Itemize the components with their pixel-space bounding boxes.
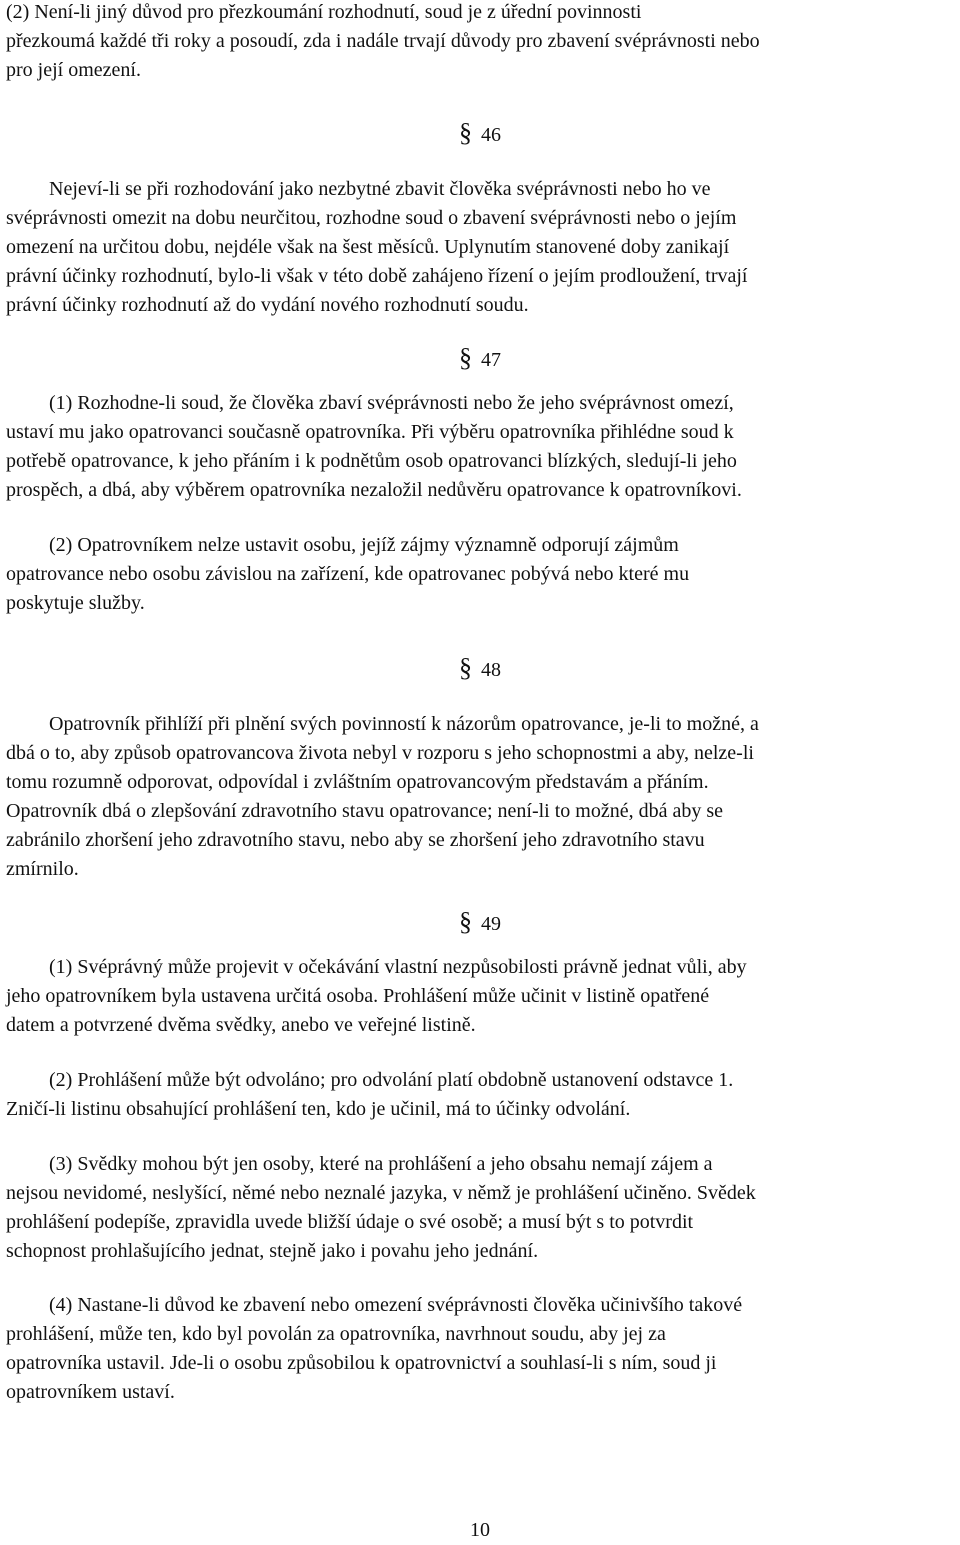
section-number: 47 <box>481 349 501 371</box>
text-line: tomu rozumně odporovat, odpovídal i zvláštním opatrovancovým představám a přáním. <box>6 771 709 793</box>
section-number: 48 <box>481 659 501 681</box>
text-line: (2) Není-li jiný důvod pro přezkoumání rozhodnutí, soud je z úřední povinnosti <box>6 1 642 23</box>
text-line: Nejeví-li se při rozhodování jako nezbytné zbavit člověka svéprávnosti nebo ho ve <box>49 178 711 200</box>
text-line: Opatrovník přihlíží při plnění svých povinností k názorům opatrovance, je-li to možné, a <box>49 713 759 735</box>
section-number: 46 <box>481 124 501 146</box>
paragraph-47-2 <box>6 531 689 618</box>
text-line: Zničí-li listinu obsahující prohlášení ten, kdo je učinil, má to účinky odvolání. <box>6 1098 631 1120</box>
text-line: prohlášení, může ten, kdo byl povolán za opatrovníka, navrhnout soudu, aby jej za <box>6 1323 666 1345</box>
section-heading-46 <box>459 118 501 150</box>
page-number: 10 <box>470 1519 490 1541</box>
paragraph-49-3 <box>6 1150 756 1266</box>
text-line: (1) Svéprávný může projevit v očekávání vlastní nezpůsobilosti právně jednat vůli, aby <box>49 956 747 978</box>
paragraph-49-2 <box>6 1066 733 1124</box>
section-mark: § <box>459 907 472 936</box>
text-line: datem a potvrzené dvěma svědky, anebo ve veřejné listině. <box>6 1014 476 1036</box>
paragraph-46 <box>6 175 747 320</box>
text-line: pro její omezení. <box>6 59 141 81</box>
text-line: opatrovníka ustavil. Jde-li o osobu způsobilou k opatrovnictví a souhlasí-li s ním, soud ji <box>6 1352 717 1374</box>
text-line: Opatrovník dbá o zlepšování zdravotního stavu opatrovance; není-li to možné, dbá aby se <box>6 800 724 822</box>
text-line: prospěch, a dbá, aby výběrem opatrovníka nezaložil nedůvěru opatrovance k opatrovníkovi. <box>6 479 742 501</box>
text-line: zmírnilo. <box>6 858 79 880</box>
section-heading-47 <box>459 343 501 375</box>
text-line: svéprávnosti omezit na dobu neurčitou, rozhodne soud o zbavení svéprávnosti nebo o jejím <box>6 207 737 229</box>
text-line: dbá o to, aby způsob opatrovancova života nebyl v rozporu s jeho schopnostmi a aby, nelze-li <box>6 742 754 764</box>
section-number: 49 <box>481 913 501 935</box>
text-line: ustaví mu jako opatrovanci současně opatrovníka. Při výběru opatrovníka přihlédne soud k <box>6 421 734 443</box>
text-line: přezkoumá každé tři roky a posoudí, zda i nadále trvají důvody pro zbavení svéprávnosti nebo <box>6 30 760 52</box>
text-line: (4) Nastane-li důvod ke zbavení nebo omezení svéprávnosti člověka učinivšího takové <box>49 1294 743 1316</box>
paragraph-48 <box>6 710 759 884</box>
section-mark: § <box>459 343 472 372</box>
text-line: prohlášení podepíše, zpravidla uvede bližší údaje o své osobě; a musí být s to potvrdit <box>6 1211 694 1233</box>
text-line: potřebě opatrovance, k jeho přáním i k podnětům osob opatrovanci blízkých, sledují-li jeho <box>6 450 737 472</box>
section-mark: § <box>459 653 472 682</box>
paragraph-47-1 <box>6 389 742 505</box>
text-line: nejsou nevidomé, neslyšící, němé nebo neznalé jazyka, v němž je prohlášení učiněno. Svědek <box>6 1182 756 1204</box>
text-line: (2) Opatrovníkem nelze ustavit osobu, jejíž zájmy významně odporují zájmům <box>49 534 679 556</box>
text-line: (3) Svědky mohou být jen osoby, které na prohlášení a jeho obsahu nemají zájem a <box>49 1153 713 1175</box>
text-line: právní účinky rozhodnutí až do vydání nového rozhodnutí soudu. <box>6 294 529 316</box>
text-line: právní účinky rozhodnutí, bylo-li však v této době zahájeno řízení o jejím prodloužení, trvají <box>6 265 748 287</box>
text-line: jeho opatrovníkem byla ustavena určitá osoba. Prohlášení může učinit v listině opatřené <box>6 985 710 1007</box>
text-line: (2) Prohlášení může být odvoláno; pro odvolání platí obdobně ustanovení odstavce 1. <box>49 1069 734 1091</box>
text-line: omezení na určitou dobu, nejdéle však na šest měsíců. Uplynutím stanovené doby zanikají <box>6 236 730 258</box>
text-line: schopnost prohlašujícího jednat, stejně jako i povahu jeho jednání. <box>6 1240 539 1262</box>
text-line: zabránilo zhoršení jeho zdravotního stavu, nebo aby se zhoršení jeho zdravotního stavu <box>6 829 705 851</box>
text-line: (1) Rozhodne-li soud, že člověka zbaví svéprávnosti nebo že jeho svéprávnost omezí, <box>49 392 734 414</box>
paragraph-49-4 <box>6 1291 742 1407</box>
paragraph-49-1 <box>6 953 747 1040</box>
section-mark: § <box>459 118 472 147</box>
text-line: poskytuje služby. <box>6 592 145 614</box>
section-heading-49 <box>459 907 501 939</box>
section-heading-48 <box>459 653 501 685</box>
text-line: opatrovance nebo osobu závislou na zařízení, kde opatrovanec pobývá nebo které mu <box>6 563 690 585</box>
text-line: opatrovníkem ustaví. <box>6 1381 175 1403</box>
paragraph-intro <box>6 0 760 85</box>
